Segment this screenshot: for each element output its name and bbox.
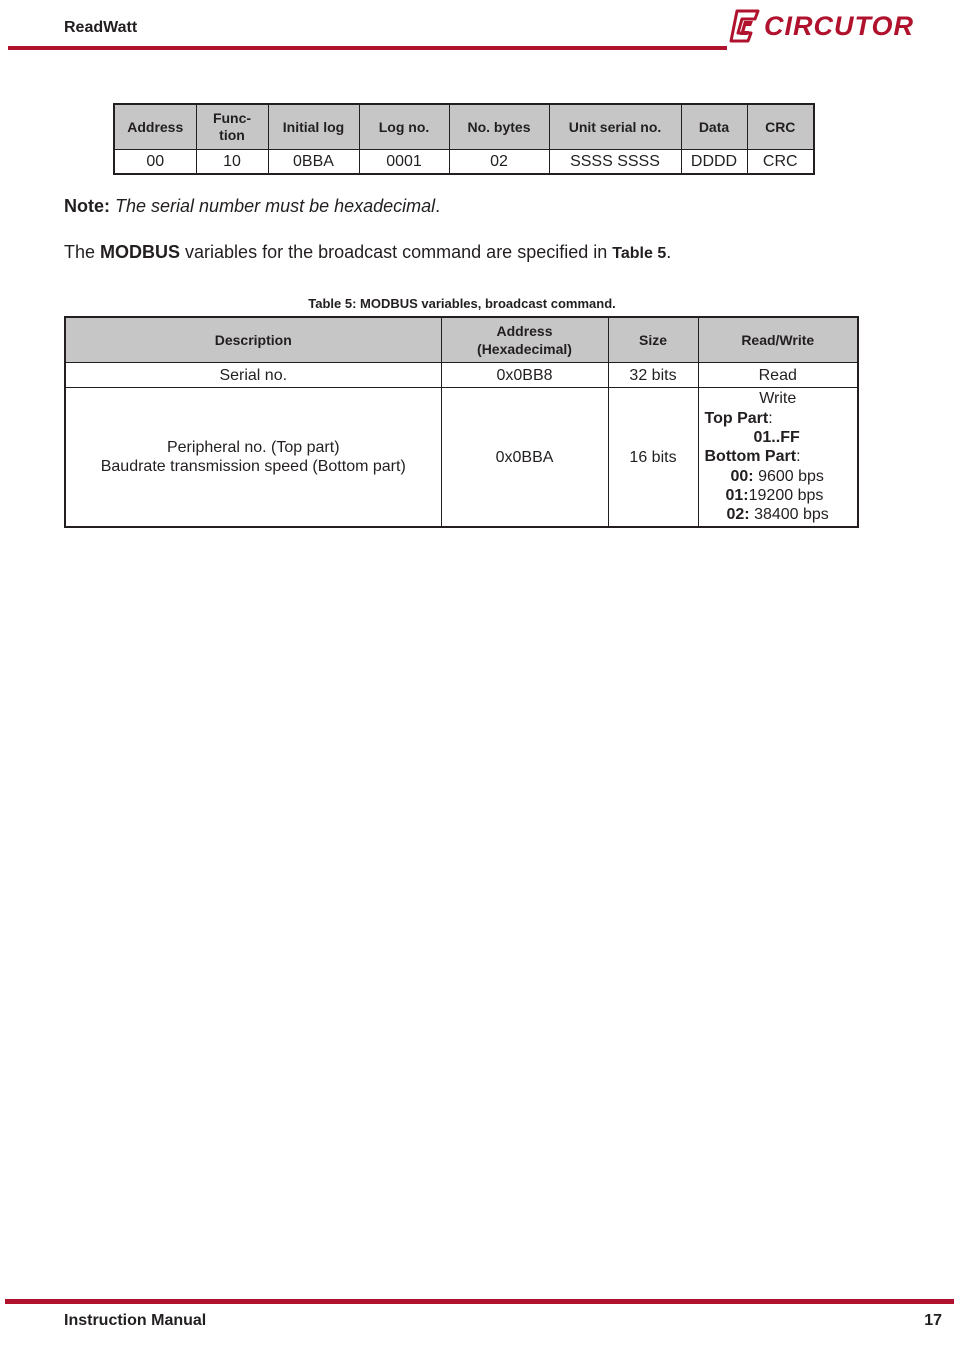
header-data: Data: [681, 104, 747, 150]
header-crc: CRC: [747, 104, 814, 150]
rw-option-value: 19200 bps: [748, 486, 824, 504]
circutor-logo: [728, 8, 915, 46]
cell-unit-serial: SSSS SSSS: [549, 150, 681, 175]
table-reference: Table 5: [612, 245, 667, 262]
note-period: .: [435, 196, 441, 216]
rw-top-value-text: 01..FF: [753, 429, 800, 447]
rw-option-code: 00:: [730, 467, 754, 485]
cell-crc: CRC: [747, 150, 814, 175]
cell-read-write: [698, 388, 858, 528]
header-description: Description: [65, 317, 441, 363]
page-number: 17: [924, 1312, 942, 1329]
circutor-logo-mark-icon: [728, 8, 762, 44]
modbus-variables-table: [64, 316, 859, 528]
rw-option-value: 9600 bps: [753, 467, 824, 485]
cell-address: 0x0BB8: [441, 363, 608, 388]
cell-read-write: Read: [698, 363, 858, 388]
rw-top-label: Top Part: [704, 409, 769, 427]
cell-no-bytes: 02: [449, 150, 549, 175]
description-line: Baudrate transmission speed (Bottom part): [100, 458, 406, 475]
header-function: [196, 104, 268, 150]
para-mid: variables for the broadcast command are specified in: [180, 242, 613, 262]
cell-address: 00: [114, 150, 196, 175]
logo-wordmark: CIRCUTOR: [764, 11, 915, 41]
note-label: Note:: [64, 196, 110, 216]
rw-option: [705, 486, 858, 505]
rw-option-code: 01:: [725, 486, 749, 504]
header-log-no: Log no.: [359, 104, 449, 150]
footer-manual-label: Instruction Manual: [64, 1312, 207, 1329]
rw-top-part: Top Part:: [704, 409, 773, 427]
header-initial-log: Initial log: [268, 104, 359, 150]
para-post: .: [666, 242, 672, 262]
rw-mode: Write: [759, 390, 797, 408]
description-line: Peripheral no. (Top part): [166, 439, 340, 456]
cell-initial-log: 0BBA: [268, 150, 359, 175]
cell-function: 10: [196, 150, 268, 175]
cell-size: 16 bits: [608, 388, 698, 528]
table-row: [114, 150, 814, 175]
rw-top-value: [705, 428, 858, 447]
para-pre: The: [64, 242, 101, 262]
note-text: The serial number must be hexadecimal: [115, 196, 436, 216]
table-caption: Table 5: MODBUS variables, broadcast command.: [308, 296, 616, 311]
rw-option-code: 02:: [726, 506, 750, 524]
cell-description: Serial no.: [65, 363, 441, 388]
rw-option: [705, 505, 858, 524]
cell-log-no: 0001: [359, 150, 449, 175]
header-unit-serial: Unit serial no.: [549, 104, 681, 150]
document-title: ReadWatt: [64, 19, 138, 36]
cell-data: DDDD: [681, 150, 747, 175]
header-rule: [8, 46, 727, 50]
header-address-hex: [441, 317, 608, 363]
table-header-row: [114, 104, 814, 150]
rw-bottom-label: Bottom Part: [704, 448, 797, 466]
body-paragraph: [64, 242, 671, 263]
rw-bottom-part: Bottom Part:: [704, 448, 801, 466]
table-row: [65, 388, 858, 528]
header-function-label: Func- tion: [212, 110, 252, 143]
note: [64, 196, 440, 217]
para-modbus: MODBUS: [100, 242, 181, 262]
header-read-write: Read/Write: [698, 317, 858, 363]
cell-size: 32 bits: [608, 363, 698, 388]
table-row: [65, 363, 858, 388]
rw-option: [705, 467, 858, 486]
table-header-row: [65, 317, 858, 363]
broadcast-frame-table: [113, 103, 815, 175]
cell-description: [65, 388, 441, 528]
footer-rule: [5, 1299, 954, 1304]
cell-address: 0x0BBA: [441, 388, 608, 528]
header-address-hex-label: Address (Hexadecimal): [477, 323, 572, 357]
header-size: Size: [608, 317, 698, 363]
rw-option-value: 38400 bps: [749, 506, 829, 524]
header-no-bytes: No. bytes: [449, 104, 549, 150]
header-address: Address: [114, 104, 196, 150]
